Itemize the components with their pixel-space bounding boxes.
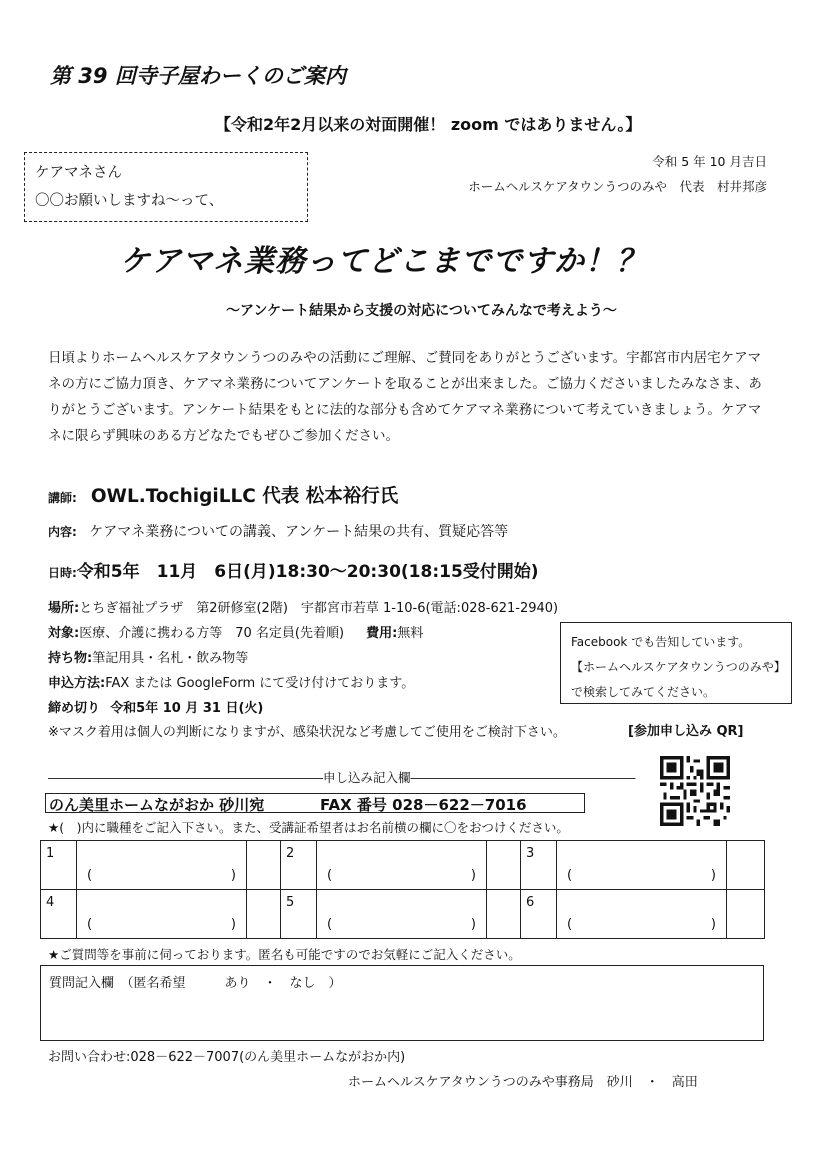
facebook-notice-box bbox=[560, 622, 792, 704]
target-row bbox=[48, 622, 423, 641]
lecturer-value: OWL.TochigiLLC 代表 松本裕行氏 bbox=[90, 486, 399, 507]
lecturer-row bbox=[48, 482, 398, 508]
dashed-callout-box bbox=[24, 152, 308, 222]
name-input-cell[interactable]: ( ) bbox=[77, 841, 247, 890]
issue-date: 令和 5 年 10 月吉日 bbox=[652, 154, 767, 169]
deadline-row bbox=[48, 697, 263, 716]
certificate-check-cell[interactable] bbox=[247, 841, 281, 890]
content-label: 内容: bbox=[48, 525, 77, 539]
qr-code-icon[interactable] bbox=[660, 756, 730, 826]
certificate-check-cell[interactable] bbox=[487, 890, 521, 939]
items-value: 筆記用具・名札・飲み物等 bbox=[92, 651, 249, 666]
certificate-check-cell[interactable] bbox=[487, 841, 521, 890]
fee-value: 無料 bbox=[397, 626, 424, 641]
office-info: ホームヘルスケアタウンうつのみや事務局 砂川 ・ 高田 bbox=[348, 1075, 698, 1090]
place-row bbox=[48, 597, 558, 616]
lecturer-label: 講師: bbox=[48, 491, 77, 505]
deadline-label: 締め切り bbox=[48, 701, 101, 716]
fee-label: 費用: bbox=[366, 626, 398, 641]
table-row bbox=[41, 890, 765, 939]
content-row bbox=[48, 521, 508, 541]
datetime-row bbox=[48, 557, 539, 582]
callout-line-1: ケアマネさん bbox=[35, 165, 122, 181]
content-value: ケアマネ業務についての講義、アンケート結果の共有、質疑応答等 bbox=[89, 524, 509, 540]
send-to-box bbox=[45, 793, 585, 813]
callout-line-2: 〇〇お願いしますね～って、 bbox=[35, 193, 224, 209]
certificate-check-cell[interactable] bbox=[727, 841, 765, 890]
in-person-note: 【令和2年2月以来の対面開催！ zoom ではありません。】 bbox=[215, 115, 642, 134]
facebook-line-1: Facebook でも告知しています。 bbox=[571, 635, 751, 649]
items-label: 持ち物: bbox=[48, 651, 93, 666]
entry-number-cell: 2 bbox=[281, 841, 317, 890]
event-title: 第 39 回寺子屋わーくのご案内 bbox=[50, 64, 346, 88]
table-row bbox=[41, 841, 765, 890]
place-value: とちぎ福祉プラザ 第2研修室(2階) 宇都宮市若草 1-10-6(電話:028-621-2940) bbox=[79, 601, 559, 616]
certificate-check-cell[interactable] bbox=[247, 890, 281, 939]
question-box[interactable] bbox=[40, 965, 764, 1041]
entry-number-cell: 3 bbox=[521, 841, 557, 890]
organizer: ホームヘルスケアタウンうつのみや 代表 村井邦彦 bbox=[468, 179, 767, 194]
facebook-line-3: で検索してみてください。 bbox=[571, 685, 716, 699]
target-label: 対象: bbox=[48, 626, 80, 641]
certificate-check-cell[interactable] bbox=[727, 890, 765, 939]
name-input-cell[interactable]: ( ) bbox=[77, 890, 247, 939]
apply-value: FAX または GoogleForm にて受け付けております。 bbox=[105, 676, 415, 691]
question-label: 質問記入欄 （匿名希望 あり ・ なし ） bbox=[49, 976, 342, 991]
intro-paragraph: 日頃よりホームヘルスケアタウンうつのみやの活動にご理解、ご賛同をありがとうございます。宇都宮市内居宅ケアマネの方にご協力頂き、ケアマネ業務についてアンケートを取ることが出来ました。ご協力くださいましたみなさま、ありがとうございます。アンケート結果をもとに法的な部分も含めてケアマネ業務について考えていきましょう。ケアマネに限らず興味のある方どなたでもぜひご参加ください。 bbox=[48, 350, 762, 444]
registration-table bbox=[40, 840, 765, 939]
fax-number: FAX 番号 028－622－7016 bbox=[320, 796, 527, 814]
contact-info: お問い合わせ:028－622－7007(のん美里ホームながおか内) bbox=[48, 1050, 406, 1065]
main-title: ケアマネ業務ってどこまでですか！？ bbox=[120, 244, 647, 279]
facebook-line-2: 【ホームヘルスケアタウンうつのみや】 bbox=[571, 660, 786, 674]
entry-number-cell: 6 bbox=[521, 890, 557, 939]
apply-row bbox=[48, 672, 414, 691]
deadline-value: 令和5年 10 月 31 日(火) bbox=[110, 701, 264, 716]
datetime-label: 日時: bbox=[48, 566, 77, 580]
subtitle: ～アンケート結果から支援の対応についてみんなで考えよう～ bbox=[226, 303, 617, 319]
entry-number-cell: 5 bbox=[281, 890, 317, 939]
entry-number-cell: 1 bbox=[41, 841, 77, 890]
qr-label: [参加申し込み QR] bbox=[628, 724, 744, 739]
entry-number-cell: 4 bbox=[41, 890, 77, 939]
form-instruction: ★( )内に職種をご記入下さい。また、受講証希望者はお名前横の欄に〇をおつけください。 bbox=[48, 820, 569, 835]
datetime-value: 令和5年 11月 6日(月)18:30～20:30(18:15受付開始) bbox=[76, 562, 539, 582]
question-note: ★ご質問等を事前に伺っております。匿名も可能ですのでお気軽にご記入ください。 bbox=[48, 947, 521, 962]
name-input-cell[interactable]: ( ) bbox=[317, 890, 487, 939]
send-to: のん美里ホームながおか 砂川宛 bbox=[49, 796, 265, 814]
apply-label: 申込方法: bbox=[48, 676, 106, 691]
name-input-cell[interactable]: ( ) bbox=[557, 890, 727, 939]
items-row bbox=[48, 647, 248, 666]
mask-note: ※マスク着用は個人の判断になりますが、感染状況など考慮してご使用をご検討下さい。 bbox=[48, 725, 566, 740]
place-label: 場所: bbox=[48, 601, 80, 616]
name-input-cell[interactable]: ( ) bbox=[557, 841, 727, 890]
target-value: 医療、介護に携わる方等 70 名定員(先着順) bbox=[79, 626, 345, 641]
form-heading: ――――――――――――――――――――――申し込み記入欄―――――――――――――――――― bbox=[48, 770, 636, 785]
name-input-cell[interactable]: ( ) bbox=[317, 841, 487, 890]
